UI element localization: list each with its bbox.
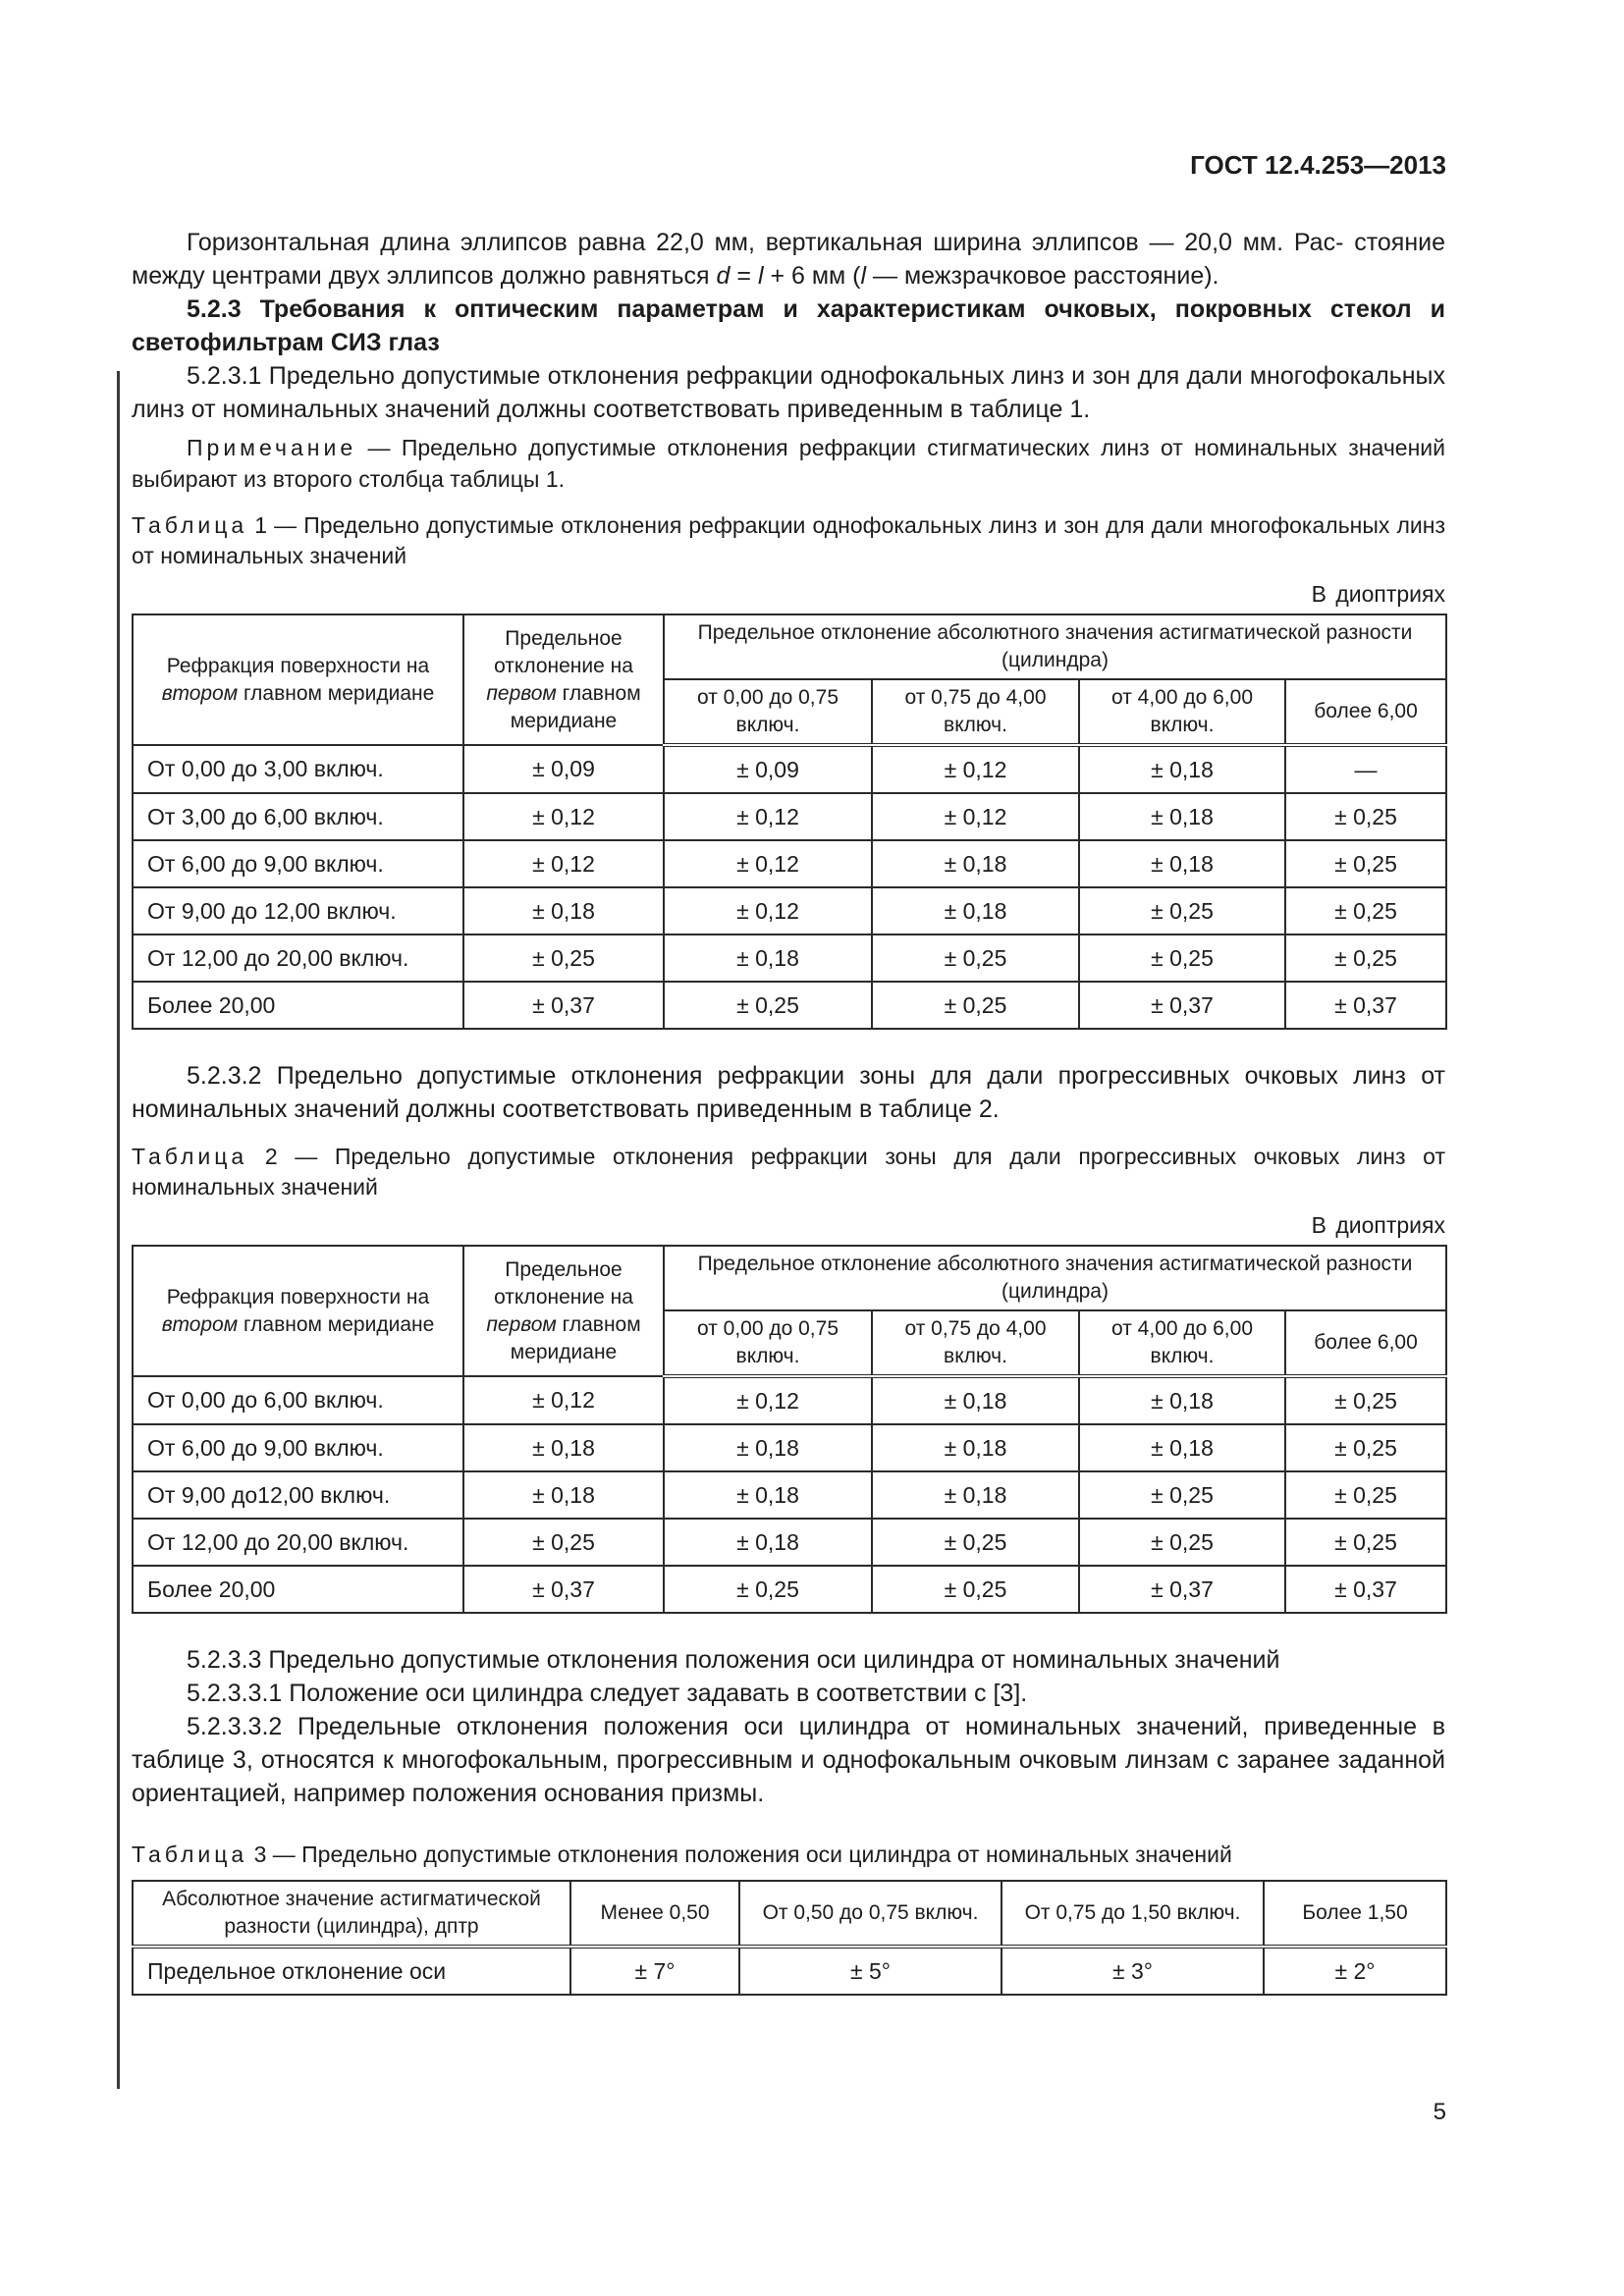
table-cell: ± 0,18	[872, 1376, 1079, 1424]
table3-head: От 0,75 до 1,50 включ.	[1001, 1881, 1264, 1947]
table-row	[133, 1471, 1446, 1519]
table2-subhead: от 4,00 до 6,00 включ.	[1079, 1310, 1285, 1376]
table-row	[133, 840, 1446, 887]
table-cell: ± 0,37	[1285, 982, 1446, 1029]
table-cell: ± 3°	[1001, 1947, 1264, 1995]
table-cell: ± 0,25	[1079, 934, 1285, 982]
table-cell: ± 0,25	[1285, 1519, 1446, 1566]
table-cell: ± 0,37	[1079, 1566, 1285, 1613]
intro-line2: стояние между центрами двух эллипсов должно равняться d = l + 6 мм (l — межзрачковое расстояние).	[132, 229, 1445, 290]
table-row	[133, 745, 1446, 793]
table-cell: ± 0,18	[872, 1424, 1079, 1471]
table1-head-group: Предельное отклонение абсолютного значения астигматической разности (цилиндра)	[664, 614, 1446, 679]
table-cell: ± 0,25	[1285, 934, 1446, 982]
row-label: От 12,00 до 20,00 включ.	[133, 1519, 463, 1566]
table-cell: ± 0,25	[463, 1519, 664, 1566]
table-cell: ± 0,18	[463, 887, 664, 934]
intro-line1: Горизонтальная длина эллипсов равна 22,0 мм, вертикальная ширина эллипсов — 20,0 мм. Рас-	[187, 229, 1344, 256]
table-row	[133, 1424, 1446, 1471]
table1-unit: В диоптриях	[1311, 581, 1445, 607]
table-row	[133, 1519, 1446, 1566]
row-label: Предельное отклонение оси	[133, 1947, 570, 1995]
row-label: От 12,00 до 20,00 включ.	[133, 934, 463, 982]
table-cell: ± 0,18	[872, 840, 1079, 887]
table-cell: ± 0,18	[664, 1424, 872, 1471]
table-row	[133, 1376, 1446, 1424]
table-row	[133, 793, 1446, 840]
table-cell: ± 0,25	[1285, 840, 1446, 887]
table-cell: ± 0,18	[1079, 1376, 1285, 1424]
note	[132, 432, 1445, 495]
table2-caption: Таблица 2 — Предельно допустимые отклонения рефракции зоны для дали прогрессивных очковых линз от номинальных значений	[132, 1144, 1445, 1200]
row-label: От 6,00 до 9,00 включ.	[133, 1424, 463, 1471]
table-cell: ± 0,37	[1079, 982, 1285, 1029]
table-cell: ± 0,37	[1285, 1566, 1446, 1613]
table-row	[133, 887, 1446, 934]
table3-head-cylinder: Абсолютное значение астигматической разности (цилиндра), дптр	[133, 1881, 570, 1947]
table-cell: ± 0,18	[1079, 745, 1285, 793]
table-cell: ± 0,25	[1079, 887, 1285, 934]
table1-subhead: от 0,00 до 0,75 включ.	[664, 679, 872, 745]
table2-subhead: более 6,00	[1285, 1310, 1446, 1376]
table-cell: ± 0,25	[872, 1566, 1079, 1613]
table1-subhead: от 4,00 до 6,00 включ.	[1079, 679, 1285, 745]
table-cell: ± 0,25	[1285, 1376, 1446, 1424]
table-cell: ± 0,12	[872, 745, 1079, 793]
table2-subhead: от 0,75 до 4,00 включ.	[872, 1310, 1079, 1376]
table-cell: ± 0,09	[664, 745, 872, 793]
table1-head-refraction: Рефракция поверхности на втором главном меридиане	[133, 614, 463, 745]
table2-subhead: от 0,00 до 0,75 включ.	[664, 1310, 872, 1376]
table3-head: От 0,50 до 0,75 включ.	[739, 1881, 1001, 1947]
table-cell: —	[1285, 745, 1446, 793]
paragraph-5-2-3-3: 5.2.3.3 Предельно допустимые отклонения положения оси цилиндра от номинальных значений	[187, 1646, 1280, 1674]
table-cell: ± 5°	[739, 1947, 1001, 1995]
page-content	[132, 226, 1445, 1996]
table-cell: ± 0,12	[463, 1376, 664, 1424]
page-number: 5	[1433, 2099, 1446, 2125]
table3-head: Менее 0,50	[570, 1881, 739, 1947]
table1-subhead: от 0,75 до 4,00 включ.	[872, 679, 1079, 745]
table-cell: ± 0,18	[463, 1471, 664, 1519]
table-cell: ± 0,18	[463, 1424, 664, 1471]
note-label: Примечание	[187, 435, 357, 460]
row-label: Более 20,00	[133, 982, 463, 1029]
table-cell: ± 0,25	[872, 1519, 1079, 1566]
table3	[132, 1880, 1447, 1996]
note-text: — Предельно допустимые отклонения рефракции стигматических линз от номинальных значений выбирают из второго столбца таблицы 1.	[132, 435, 1445, 492]
table-cell: ± 0,25	[463, 934, 664, 982]
table-cell: ± 0,37	[463, 982, 664, 1029]
table-cell: ± 2°	[1264, 1947, 1446, 1995]
row-label: От 3,00 до 6,00 включ.	[133, 793, 463, 840]
section-heading-5-2-3: 5.2.3 Требования к оптическим параметрам и характеристикам очковых, покровных стекол и светофильтрам СИЗ глаз	[132, 295, 1445, 356]
document-id: ГОСТ 12.4.253—2013	[1190, 150, 1446, 180]
table-row	[133, 1947, 1446, 1995]
table-row	[133, 982, 1446, 1029]
table-cell: ± 0,25	[872, 982, 1079, 1029]
table-cell: ± 0,25	[1079, 1471, 1285, 1519]
table-cell: ± 0,12	[664, 887, 872, 934]
row-label: От 0,00 до 6,00 включ.	[133, 1376, 463, 1424]
table-cell: ± 0,18	[872, 887, 1079, 934]
table1-subhead: более 6,00	[1285, 679, 1446, 745]
table-cell: ± 0,37	[463, 1566, 664, 1613]
table-row	[133, 1566, 1446, 1613]
table-cell: ± 0,18	[1079, 1424, 1285, 1471]
table2-head-deviation: Предельное отклонение на первом главном меридиане	[463, 1246, 664, 1376]
paragraph-5-2-3-2: 5.2.3.2 Предельно допустимые отклонения рефракции зоны для дали прогрессивных очковых линз от номинальных значений должны соответствовать приведенным в таблице 2.	[132, 1062, 1445, 1123]
table1	[132, 614, 1447, 1030]
table3-caption: Таблица 3 — Предельно допустимые отклонения положения оси цилиндра от номинальных значений	[132, 1842, 1232, 1867]
table-cell: ± 0,12	[872, 793, 1079, 840]
table-cell: ± 0,25	[1285, 1471, 1446, 1519]
table1-head-deviation: Предельное отклонение на первом главном меридиане	[463, 614, 664, 745]
table3-head: Более 1,50	[1264, 1881, 1446, 1947]
table2-head-group: Предельное отклонение абсолютного значения астигматической разности (цилиндра)	[664, 1246, 1446, 1310]
table-row	[133, 934, 1446, 982]
table-cell: ± 0,18	[664, 1471, 872, 1519]
table-cell: ± 0,12	[664, 1376, 872, 1424]
table-cell: ± 0,12	[463, 840, 664, 887]
table-cell: ± 0,12	[664, 793, 872, 840]
table-cell: ± 0,18	[664, 1519, 872, 1566]
table1-caption: Таблица 1 — Предельно допустимые отклонения рефракции однофокальных линз и зон для дали многофокальных линз от номинальных значений	[132, 512, 1445, 568]
table-cell: ± 0,12	[463, 793, 664, 840]
table-cell: ± 0,25	[1285, 1424, 1446, 1471]
paragraph-5-2-3-3-2: 5.2.3.3.2 Предельные отклонения положения оси цилиндра от номинальных значений, приведенные в таблице 3, относятся к многофокальным, прогрессивным и однофокальным очковым линзам с заранее заданной ориентацией, например положения основания призмы.	[132, 1713, 1445, 1807]
row-label: От 6,00 до 9,00 включ.	[133, 840, 463, 887]
table-cell: ± 0,25	[1285, 887, 1446, 934]
paragraph-5-2-3-3-1: 5.2.3.3.1 Положение оси цилиндра следует задавать в соответствии с [3].	[187, 1680, 1028, 1707]
table-cell: ± 7°	[570, 1947, 739, 1995]
row-label: Более 20,00	[133, 1566, 463, 1613]
table-cell: ± 0,18	[664, 934, 872, 982]
change-bar	[117, 371, 120, 2089]
row-label: От 9,00 до12,00 включ.	[133, 1471, 463, 1519]
table-cell: ± 0,25	[1079, 1519, 1285, 1566]
table-cell: ± 0,25	[872, 934, 1079, 982]
table-cell: ± 0,25	[664, 1566, 872, 1613]
row-label: От 9,00 до 12,00 включ.	[133, 887, 463, 934]
table-cell: ± 0,12	[664, 840, 872, 887]
table-cell: ± 0,25	[664, 982, 872, 1029]
table-cell: ± 0,18	[1079, 840, 1285, 887]
table2-unit: В диоптриях	[1311, 1212, 1445, 1238]
table2-head-refraction: Рефракция поверхности на втором главном меридиане	[133, 1246, 463, 1376]
paragraph-5-2-3-1: 5.2.3.1 Предельно допустимые отклонения рефракции однофокальных линз и зон для дали многофокальных линз от номинальных значений должны соответствовать приведенным в таблице 1.	[132, 362, 1445, 423]
table-cell: ± 0,25	[1285, 793, 1446, 840]
table-cell: ± 0,09	[463, 745, 664, 793]
table-cell: ± 0,18	[872, 1471, 1079, 1519]
table-cell: ± 0,18	[1079, 793, 1285, 840]
intro-paragraph	[132, 226, 1445, 293]
table2	[132, 1245, 1447, 1614]
row-label: От 0,00 до 3,00 включ.	[133, 745, 463, 793]
